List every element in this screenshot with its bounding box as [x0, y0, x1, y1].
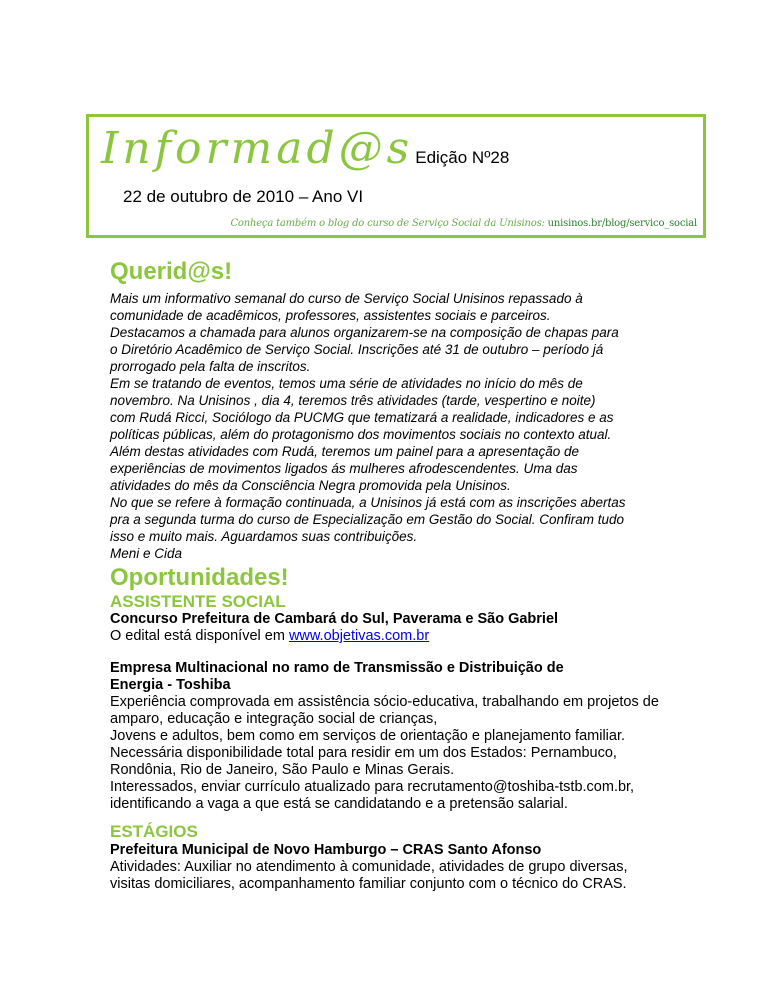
masthead — [101, 125, 509, 173]
intro-line: experiências de movimentos ligados ás mulheres afrodescendentes. Uma das — [110, 461, 578, 476]
intro-line: No que se refere à formação continuada, a Unisinos já está com as inscrições abertas — [110, 495, 626, 510]
concurso-text-label: O edital está disponível em — [110, 628, 289, 644]
concurso-title: Concurso Prefeitura de Cambará do Sul, Paverama e São Gabriel — [110, 611, 559, 627]
objetivas-link[interactable]: www.objetivas.com.br — [288, 628, 430, 644]
intro-text — [110, 290, 720, 562]
intro-line: Além destas atividades com Rudá, teremos um painel para a apresentação de — [110, 444, 580, 459]
intro-line: pra a segunda turma do curso de Especialização em Gestão do Social. Confiram tudo — [110, 512, 625, 527]
intro-line: com Rudá Ricci, Sociólogo da PUCMG que tematizará a realidade, indicadores e as — [110, 410, 614, 425]
intro-signature: Meni e Cida — [110, 546, 183, 561]
intro-line: o Diretório Acadêmico de Serviço Social. Inscrições até 31 de outubro – período já — [110, 342, 604, 357]
intro-line: comunidade de acadêmicos, professores, assistentes sociais e parceiros. — [110, 308, 551, 323]
edition-number: Edição Nº28 — [415, 148, 510, 167]
toshiba-line: Jovens e adultos, bem como em serviços de orientação e planejamento familiar. — [110, 728, 626, 744]
toshiba-line: Rondônia, Rio de Janeiro, São Paulo e Minas Gerais. — [110, 762, 455, 778]
blog-url[interactable]: unisinos.br/blog/servico_social — [547, 218, 697, 229]
intro-line: novembro. Na Unisinos , dia 4, teremos três atividades (tarde, vespertino e noite) — [110, 393, 596, 408]
estagios-heading: ESTÁGIOS — [110, 822, 198, 841]
intro-line: prorrogado pela falta de inscritos. — [110, 359, 311, 374]
toshiba-title-line: Empresa Multinacional no ramo de Transmissão e Distribuição de — [110, 660, 564, 676]
assistente-social-heading: ASSISTENTE SOCIAL — [110, 592, 286, 611]
toshiba-block — [110, 660, 730, 813]
masthead-box — [86, 114, 706, 238]
intro-line: atividades do mês da Consciência Negra promovida pela Unisinos. — [110, 478, 511, 493]
toshiba-line: Experiência comprovada em assistência sócio-educativa, trabalhando em projetos de — [110, 694, 659, 710]
toshiba-line: Necessária disponibilidade total para residir em um dos Estados: Pernambuco, — [110, 745, 617, 761]
intro-line: Mais um informativo semanal do curso de Serviço Social Unisinos repassado à — [110, 291, 583, 306]
intro-line: Destacamos a chamada para alunos organizarem-se na composição de chapas para — [110, 325, 619, 340]
estagio-block — [110, 842, 730, 893]
intro-line: Em se tratando de eventos, temos uma série de atividades no início do mês de — [110, 376, 583, 391]
concurso-block — [110, 611, 730, 645]
toshiba-title-line: Energia - Toshiba — [110, 677, 231, 693]
opportunities-heading: Oportunidades! — [110, 564, 289, 591]
intro-line: isso e muito mais. Aguardamos suas contribuições. — [110, 529, 418, 544]
toshiba-line: identificando a vaga a que está se candidatando e a pretensão salarial. — [110, 796, 568, 812]
toshiba-line: amparo, educação e integração social de crianças, — [110, 711, 438, 727]
estagio-title: Prefeitura Municipal de Novo Hamburgo – CRAS Santo Afonso — [110, 842, 542, 858]
intro-heading: Querid@s! — [110, 258, 233, 285]
toshiba-line: Interessados, enviar currículo atualizado para recrutamento@toshiba-tstb.com.br, — [110, 779, 635, 795]
intro-line: políticas públicas, além do protagonismo dos movimentos sociais no contexto atual. — [110, 427, 612, 442]
newsletter-title: Informad@s — [101, 123, 414, 174]
issue-date: 22 de outubro de 2010 – Ano VI — [123, 187, 364, 206]
estagio-line: visitas domiciliares, acompanhamento familiar conjunto com o técnico do CRAS. — [110, 876, 627, 892]
blog-promo — [230, 218, 697, 229]
estagio-line: Atividades: Auxiliar no atendimento à comunidade, atividades de grupo diversas, — [110, 859, 628, 875]
blog-promo-text: Conheça também o blog do curso de Serviço Social da Unisinos: — [230, 218, 548, 229]
concurso-text — [110, 628, 730, 645]
